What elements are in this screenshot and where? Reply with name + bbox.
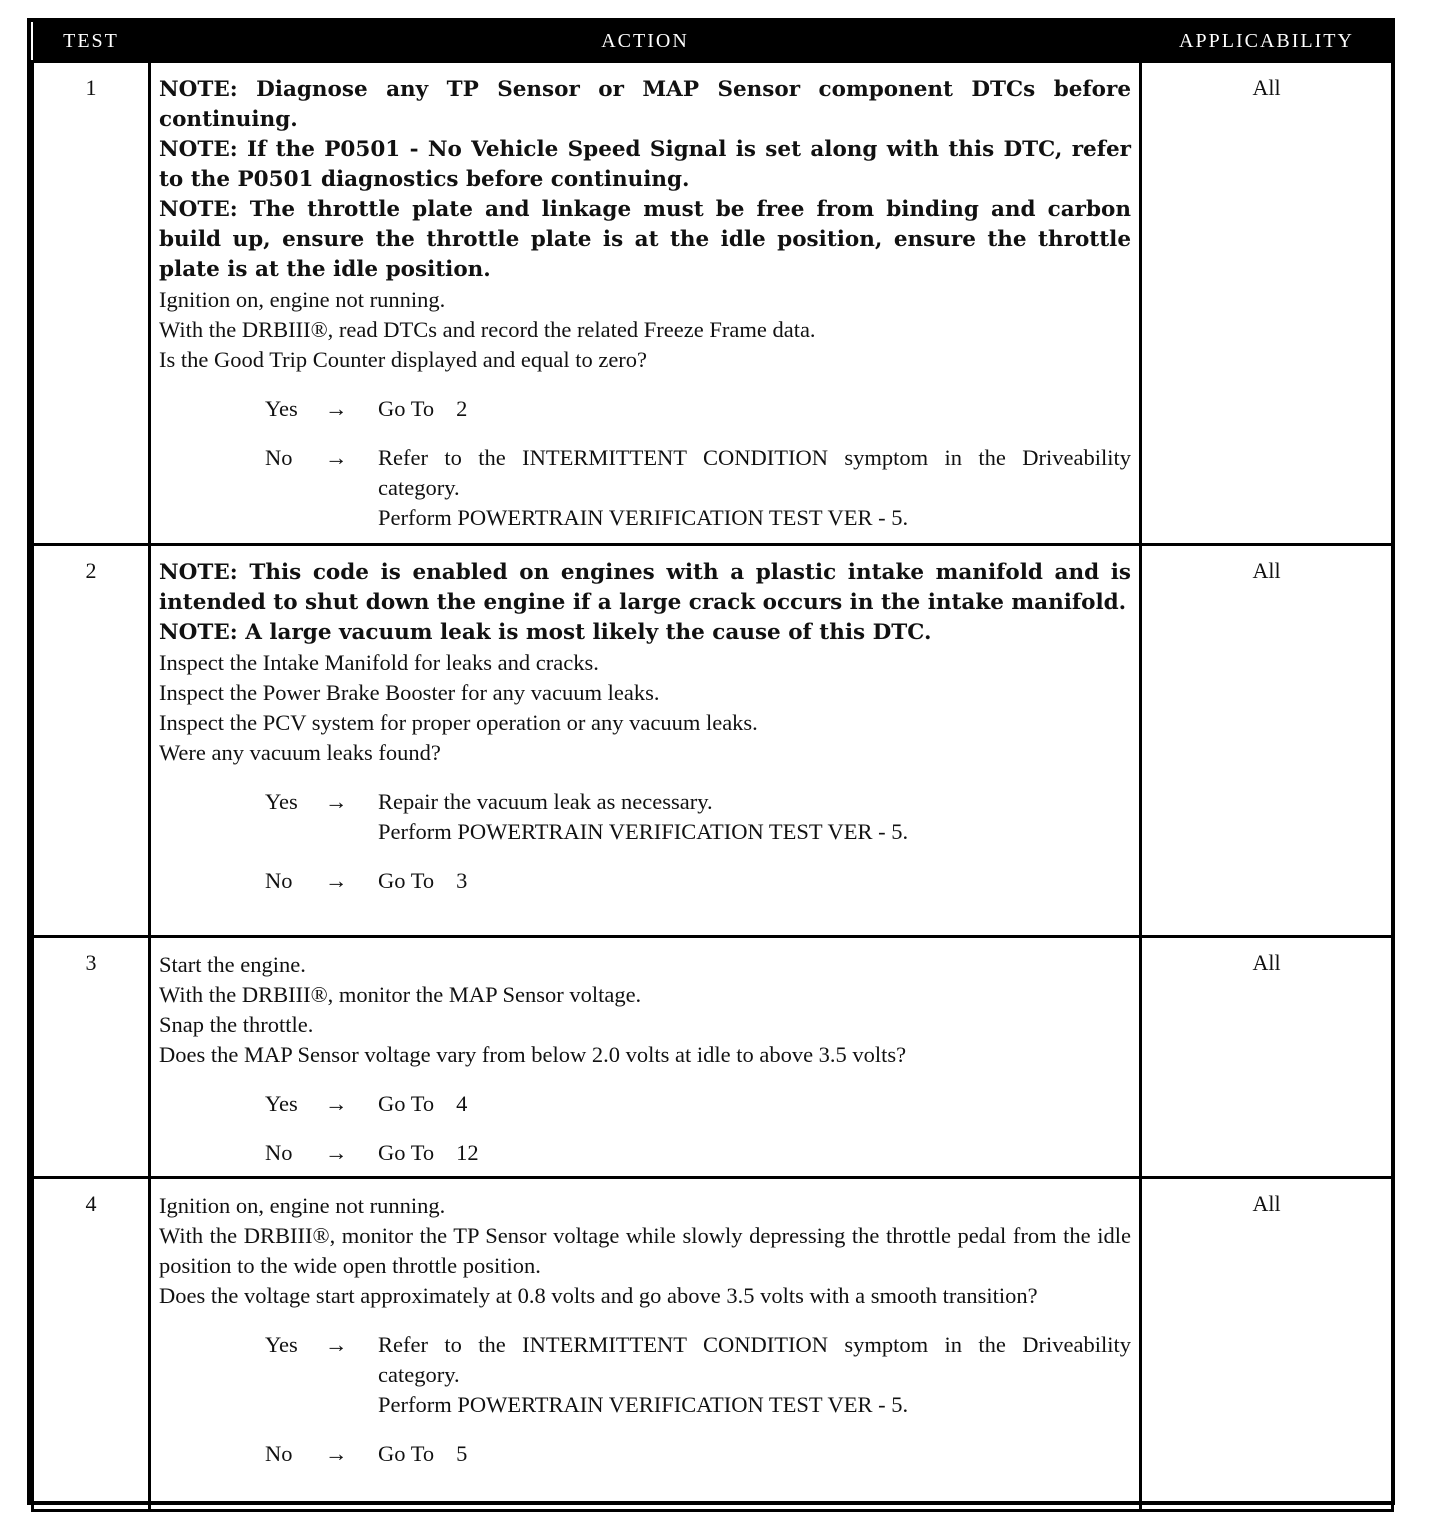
result-line: Refer to the INTERMITTENT CONDITION symptom in the Driveability category. [378,445,1131,500]
arrow-icon: → [325,789,348,814]
applicability: All [1141,937,1393,1178]
result-line: Perform POWERTRAIN VERIFICATION TEST VER - 5. [378,505,909,530]
result-branch [159,866,1131,896]
goto-label: Go To [378,396,435,421]
arrow-icon: → [325,396,348,421]
result-line [378,394,1131,424]
step-text: With the DRBIII®, monitor the TP Sensor voltage while slowly depressing the throttle pedal from the idle position to the wide open throttle position. [159,1223,1131,1278]
note-text: NOTE: The throttle plate and linkage must be free from binding and carbon build up, ensure the throttle plate is at the idle position, ensure the throttle plate is at the idle position. [159,197,1131,282]
result-body [378,443,1131,533]
table-row [33,62,1393,545]
applicability: All [1141,62,1393,545]
goto-label: Go To [378,868,435,893]
header-row [33,22,1393,62]
goto-label: Go To [378,1091,435,1116]
goto-target: 2 [456,396,468,421]
arrow-icon: → [325,1140,348,1165]
result-branch [159,787,1131,847]
result-body [378,394,1131,424]
result-branch [159,1089,1131,1119]
action-cell [150,1178,1141,1511]
table-row [33,545,1393,937]
header-applicability: APPLICABILITY [1141,22,1393,62]
goto-label: Go To [378,1140,435,1165]
header-action: ACTION [150,22,1141,62]
result-line: Repair the vacuum leak as necessary. [378,789,713,814]
action-cell [150,545,1141,937]
result-branch [159,394,1131,424]
result-body [378,1439,1131,1469]
step-text: Inspect the Power Brake Booster for any vacuum leaks. [159,680,660,705]
step-text: Does the voltage start approximately at 0.8 volts and go above 3.5 volts with a smooth transition? [159,1283,1038,1308]
applicability: All [1141,545,1393,937]
note-text: NOTE: A large vacuum leak is most likely the cause of this DTC. [159,620,932,645]
goto-target: 5 [456,1441,468,1466]
table-row [33,937,1393,1178]
arrow-icon: → [325,1091,348,1116]
step-text: Is the Good Trip Counter displayed and equal to zero? [159,347,648,372]
result-label: Yes [265,1332,298,1357]
note-text: NOTE: This code is enabled on engines with a plastic intake manifold and is intended to shut down the engine if a large crack occurs in the intake manifold. [159,560,1131,615]
result-label: No [265,445,293,470]
action-cell [150,937,1141,1178]
step-text: Were any vacuum leaks found? [159,740,441,765]
arrow-icon: → [325,1441,348,1466]
step-text: Does the MAP Sensor voltage vary from below 2.0 volts at idle to above 3.5 volts? [159,1042,907,1067]
note-text: NOTE: Diagnose any TP Sensor or MAP Sensor component DTCs before continuing. [159,77,1131,132]
result-line [378,866,1131,896]
header-test: TEST [33,22,150,62]
step-text: Start the engine. [159,952,306,977]
goto-label: Go To [378,1441,435,1466]
goto-target: 12 [456,1140,479,1165]
arrow-icon: → [325,1332,348,1357]
step-text: Inspect the PCV system for proper operation or any vacuum leaks. [159,710,758,735]
test-number: 4 [33,1178,150,1511]
test-number: 3 [33,937,150,1178]
diagnostic-table [31,22,1394,1512]
goto-target: 4 [456,1091,468,1116]
step-text: Inspect the Intake Manifold for leaks and cracks. [159,650,599,675]
step-text: Ignition on, engine not running. [159,287,446,312]
test-number: 2 [33,545,150,937]
result-body [378,866,1131,896]
action-cell [150,62,1141,545]
result-branch [159,1439,1131,1469]
goto-target: 3 [456,868,468,893]
result-line: Perform POWERTRAIN VERIFICATION TEST VER - 5. [378,1392,909,1417]
table-body [33,62,1393,1511]
arrow-icon: → [325,868,348,893]
result-branch [159,1138,1131,1168]
result-line [378,1089,1131,1119]
note-text: NOTE: If the P0501 - No Vehicle Speed Signal is set along with this DTC, refer to the P0501 diagnostics before continuing. [159,137,1131,192]
result-line: Refer to the INTERMITTENT CONDITION symptom in the Driveability category. [378,1332,1131,1387]
result-label: No [265,1140,293,1165]
result-label: No [265,1441,293,1466]
result-line [378,1439,1131,1469]
result-label: Yes [265,789,298,814]
step-text: With the DRBIII®, monitor the MAP Sensor voltage. [159,982,642,1007]
result-line: Perform POWERTRAIN VERIFICATION TEST VER - 5. [378,819,909,844]
arrow-icon: → [325,445,348,470]
result-branch [159,443,1131,533]
table-row [33,1178,1393,1511]
result-branch [159,1330,1131,1420]
step-text: Ignition on, engine not running. [159,1193,446,1218]
result-body [378,1330,1131,1420]
result-body [378,1138,1131,1168]
result-label: Yes [265,1091,298,1116]
result-body [378,787,1131,847]
diagnostic-table-page [27,18,1395,1505]
test-number: 1 [33,62,150,545]
result-label: No [265,868,293,893]
result-body [378,1089,1131,1119]
result-label: Yes [265,396,298,421]
step-text: Snap the throttle. [159,1012,314,1037]
applicability: All [1141,1178,1393,1511]
step-text: With the DRBIII®, read DTCs and record the related Freeze Frame data. [159,317,816,342]
result-line [378,1138,1131,1168]
